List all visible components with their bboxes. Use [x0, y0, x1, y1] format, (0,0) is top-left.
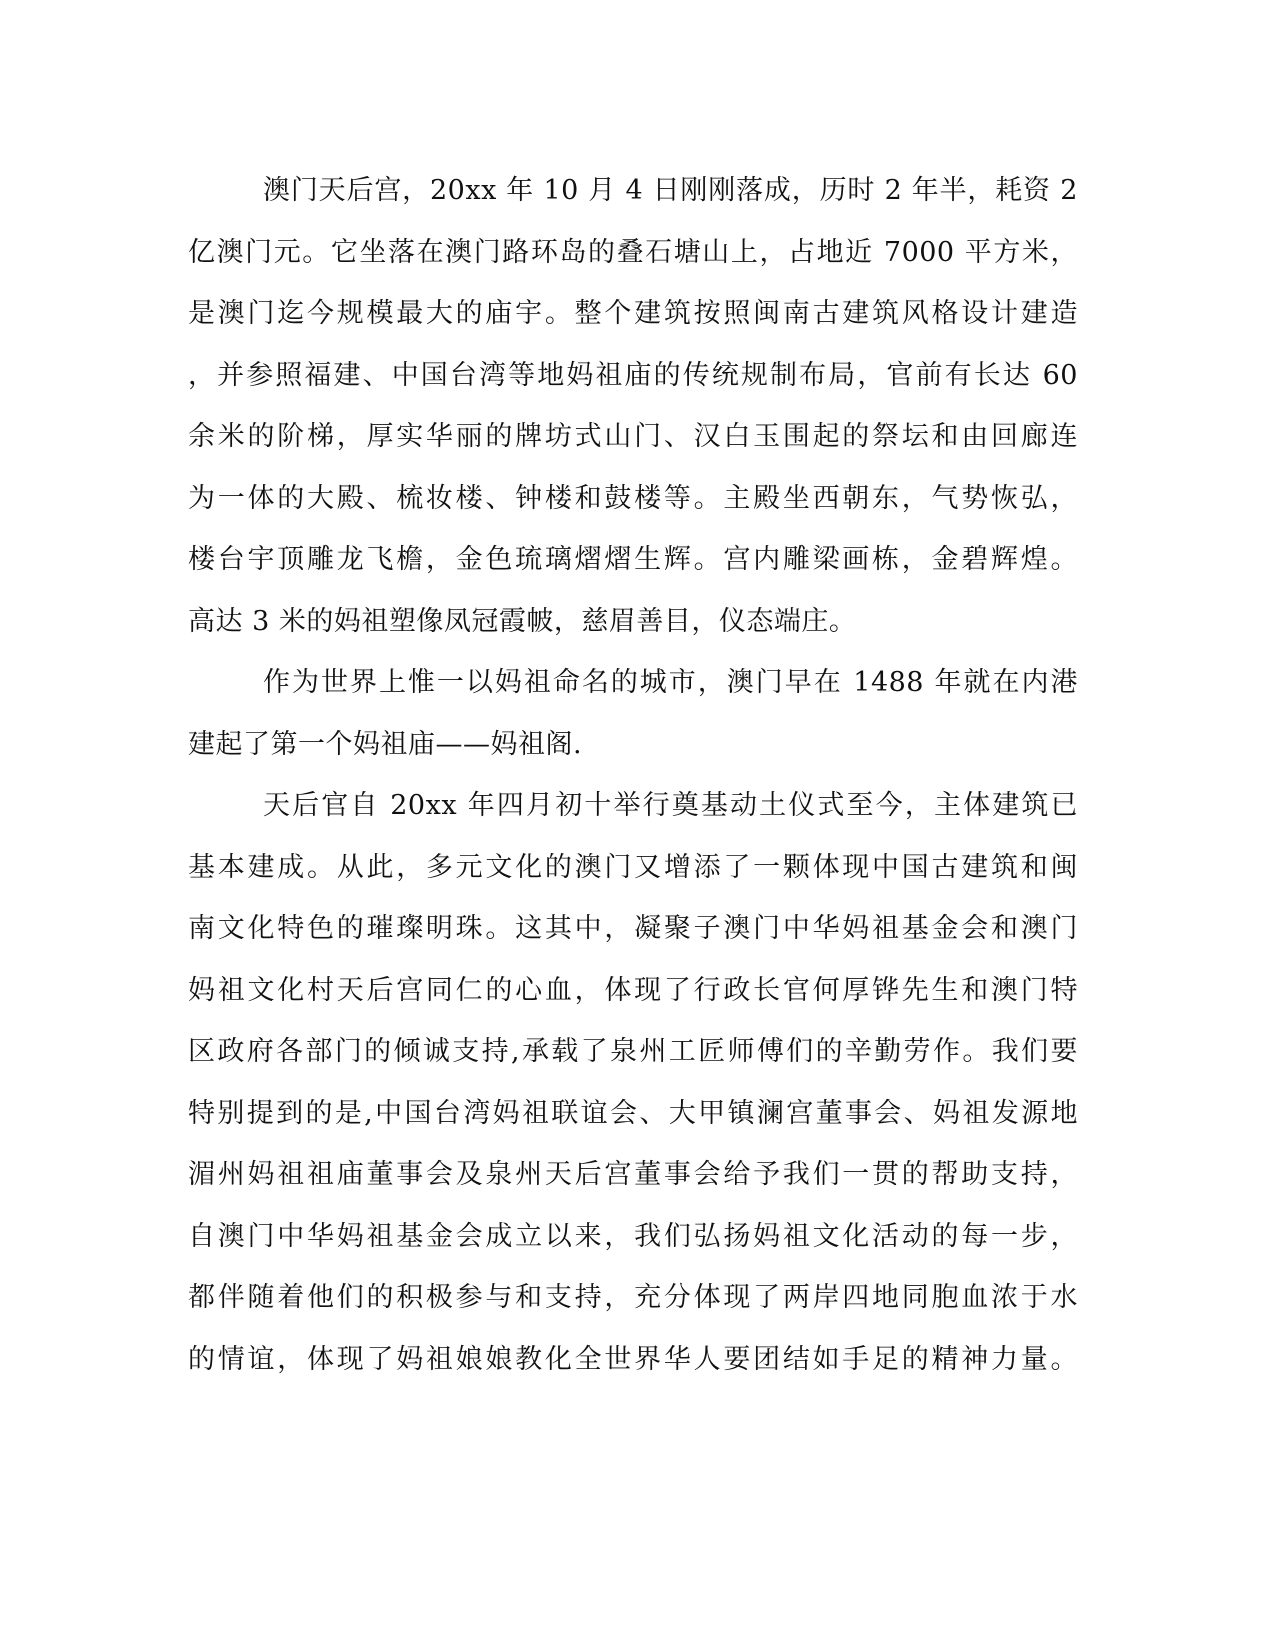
paragraph-2	[188, 652, 1078, 775]
paragraph-3	[188, 775, 1078, 1390]
text-line: 特别提到的是,中国台湾妈祖联谊会、大甲镇澜宫董事会、妈祖发源地	[188, 1097, 1078, 1129]
text-line: 都伴随着他们的积极参与和支持，充分体现了两岸四地同胞血浓于水	[188, 1282, 1078, 1313]
text-line: 是澳门迄今规模最大的庙宇。整个建筑按照闽南古建筑风格设计建造	[188, 298, 1078, 329]
text-line: 妈祖文化村天后宫同仁的心血，体现了行政长官何厚铧先生和澳门特	[188, 974, 1078, 1006]
text-line: 亿澳门元。它坐落在澳门路环岛的叠石塘山上，占地近 7000 平方米，	[188, 236, 1078, 268]
text-line: 为一体的大殿、梳妆楼、钟楼和鼓楼等。主殿坐西朝东，气势恢弘，	[188, 482, 1078, 514]
text-line: 自澳门中华妈祖基金会成立以来，我们弘扬妈祖文化活动的每一步，	[188, 1220, 1078, 1252]
text-line: 高达 3 米的妈祖塑像凤冠霞帔，慈眉善目，仪态端庄。	[188, 605, 857, 637]
text-line: 的情谊，体现了妈祖娘娘教化全世界华人要团结如手足的精神力量。	[188, 1343, 1078, 1375]
paragraph-1	[188, 160, 1078, 652]
text-line: 天后官自 20xx 年四月初十举行奠基动土仪式至今，主体建筑已	[263, 790, 1078, 821]
text-line: 作为世界上惟一以妈祖命名的城市，澳门早在 1488 年就在内港	[263, 667, 1078, 698]
text-line: 楼台宇顶雕龙飞檐，金色琉璃熠熠生辉。宫内雕梁画栋，金碧辉煌。	[188, 544, 1078, 575]
text-line: 湄州妈祖祖庙董事会及泉州天后宫董事会给予我们一贯的帮助支持，	[188, 1159, 1078, 1190]
text-line: 区政府各部门的倾诚支持,承载了泉州工匠师傅们的辛勤劳作。我们要	[188, 1036, 1078, 1067]
text-line: 余米的阶梯，厚实华丽的牌坊式山门、汉白玉围起的祭坛和由回廊连	[188, 421, 1078, 452]
text-line: ，并参照福建、中国台湾等地妈祖庙的传统规制布局，官前有长达 60	[188, 359, 1078, 391]
text-line: 基本建成。从此，多元文化的澳门又增添了一颗体现中国古建筑和闽	[188, 851, 1078, 883]
text-line: 建起了第一个妈祖庙——妈祖阁.	[188, 728, 583, 760]
document-body	[188, 160, 1078, 1390]
text-line: 澳门天后宫，20xx 年 10 月 4 日刚刚落成，历时 2 年半，耗资 2	[263, 175, 1078, 206]
text-line: 南文化特色的璀璨明珠。这其中，凝聚子澳门中华妈祖基金会和澳门	[188, 913, 1078, 944]
